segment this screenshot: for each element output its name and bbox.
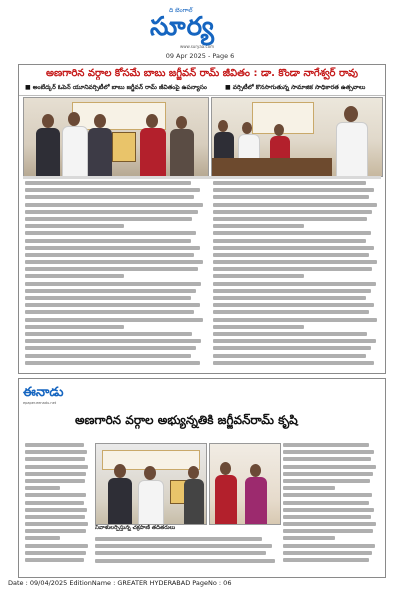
body-text-line [283, 479, 370, 483]
body-text-line [213, 253, 369, 257]
body-text-line [25, 296, 191, 300]
body-text-line [95, 559, 275, 563]
body-text-line [213, 267, 372, 271]
body-text-line [25, 310, 194, 314]
body-text-line [25, 346, 196, 350]
body-text-line [25, 332, 192, 336]
body-text-line [25, 289, 196, 293]
logo-main-text: సూర్య [150, 12, 215, 42]
body-text-line [213, 224, 304, 228]
body-text-line [25, 515, 85, 519]
body-text-line [213, 346, 371, 350]
eenadu-logo-text: ఈనాడు [23, 385, 64, 400]
body-text-line [283, 544, 375, 548]
masthead [0, 0, 400, 62]
dateline: 09 Apr 2025 - Page 6 [165, 52, 235, 60]
body-text-line [25, 450, 87, 454]
body-text-line [25, 239, 191, 243]
body-text-line [25, 231, 196, 235]
body-text-line [25, 443, 84, 447]
body-text-line [95, 537, 262, 541]
body-text-line [25, 457, 85, 461]
body-text-line [25, 486, 60, 490]
edition-footer: Date : 09/04/2025 EditionName : GREATER HYDERABAD PageNo : 06 [8, 579, 232, 587]
body-text-line [25, 522, 88, 526]
body-text-line [283, 522, 376, 526]
body-text-line [213, 332, 367, 336]
body-text-line [213, 296, 366, 300]
body-text-line [25, 529, 86, 533]
photo-caption: నివాళులర్పిస్తున్న చక్రపాణి తదితరులు [95, 525, 176, 531]
body-text-line [25, 544, 88, 548]
body-text-line [283, 508, 374, 512]
body-text-line [25, 339, 201, 343]
article-body-column-2 [283, 443, 377, 567]
event-photo-tribute [23, 97, 209, 177]
logo-url: www.suryaa.com [180, 44, 215, 49]
eenadu-url: epaper.eenadu.net [23, 401, 57, 405]
body-text-line [25, 558, 84, 562]
article-eenadu [18, 378, 386, 578]
body-text-line [213, 231, 371, 235]
body-text-line [25, 203, 203, 207]
body-text-line [213, 188, 374, 192]
body-text-line [25, 253, 194, 257]
body-text-line [213, 274, 304, 278]
body-text-line [25, 472, 86, 476]
body-text-line [25, 210, 198, 214]
body-text-line [283, 493, 372, 497]
body-text-line [213, 354, 366, 358]
body-text-line [283, 558, 369, 562]
body-text-line [213, 181, 366, 185]
body-text-line [283, 486, 335, 490]
body-text-line [283, 443, 369, 447]
body-text-line [25, 274, 124, 278]
body-text-line [25, 260, 203, 264]
event-photo-men [95, 443, 207, 525]
body-text-line [213, 260, 377, 264]
article-subhead-left: ■ అంబేద్కర్ ఓపెన్ యూనివర్సిటీలో బాబు జగ్జీవన్ రామ్ జీవితంపై ఉపన్యాసం [25, 84, 207, 91]
dais-table [212, 158, 332, 176]
body-text-line [25, 536, 60, 540]
body-text-line [25, 493, 86, 497]
body-text-line [283, 536, 335, 540]
body-text-line [213, 318, 377, 322]
body-text-line [283, 465, 376, 469]
body-text-line [25, 465, 88, 469]
article-body-column-1 [25, 443, 89, 567]
body-text-line [25, 479, 85, 483]
body-text-line [95, 551, 266, 555]
body-text-line [283, 472, 373, 476]
body-text-line [213, 217, 367, 221]
body-text-line [25, 246, 200, 250]
body-text-line [25, 303, 200, 307]
body-text-line [25, 224, 124, 228]
article-suryaa [18, 64, 386, 374]
body-text-line [213, 310, 369, 314]
body-text-line [283, 450, 374, 454]
body-text-line [213, 210, 372, 214]
body-text-line [213, 325, 304, 329]
article-subhead-right: ■ వర్సిటీలో కొనసాగుతున్న సామాజిక సాధికారత ఉత్సవాలు [225, 84, 366, 91]
body-text-line [283, 529, 373, 533]
body-text-line [25, 551, 86, 555]
body-text-line [283, 551, 372, 555]
body-text-line [213, 246, 374, 250]
body-text-line [25, 217, 192, 221]
body-text-line [283, 501, 369, 505]
body-text-line [25, 282, 201, 286]
article-body-column-1 [25, 181, 205, 369]
body-text-line [25, 361, 200, 365]
event-photo-stage [211, 97, 383, 177]
caption-strip [23, 176, 381, 179]
suryaa-logo [150, 8, 250, 48]
article-headline: అణగారిన వర్గాల అభ్యున్నతికి జగ్జీవన్‌రామ్ కృషి [75, 413, 298, 427]
event-photo-women [209, 443, 281, 525]
body-text-line [213, 339, 376, 343]
article-body-lower [95, 537, 277, 567]
body-text-line [25, 181, 191, 185]
body-text-line [213, 289, 371, 293]
body-text-line [25, 354, 191, 358]
body-text-line [25, 195, 194, 199]
body-text-line [25, 188, 200, 192]
article-body-column-2 [213, 181, 379, 369]
article-headline: అణగారిన వర్గాల కోసమే బాబు జగ్జీవన్ రామ్ జీవితం : డా. కొండా నాగేశ్వర్ రావు [45, 68, 358, 79]
divider [19, 95, 385, 96]
body-text-line [283, 515, 371, 519]
logo-small-text: ది బెంగాల్ [169, 7, 193, 14]
body-text-line [25, 267, 198, 271]
body-text-line [95, 544, 272, 548]
body-text-line [213, 361, 374, 365]
eenadu-logo [23, 385, 83, 407]
body-text-line [283, 457, 371, 461]
body-text-line [25, 501, 84, 505]
portrait-frame [112, 132, 136, 162]
body-text-line [25, 325, 124, 329]
body-text-line [213, 195, 369, 199]
body-text-line [213, 239, 366, 243]
body-text-line [25, 318, 203, 322]
body-text-line [213, 303, 374, 307]
body-text-line [25, 508, 87, 512]
body-text-line [213, 282, 376, 286]
body-text-line [213, 203, 377, 207]
